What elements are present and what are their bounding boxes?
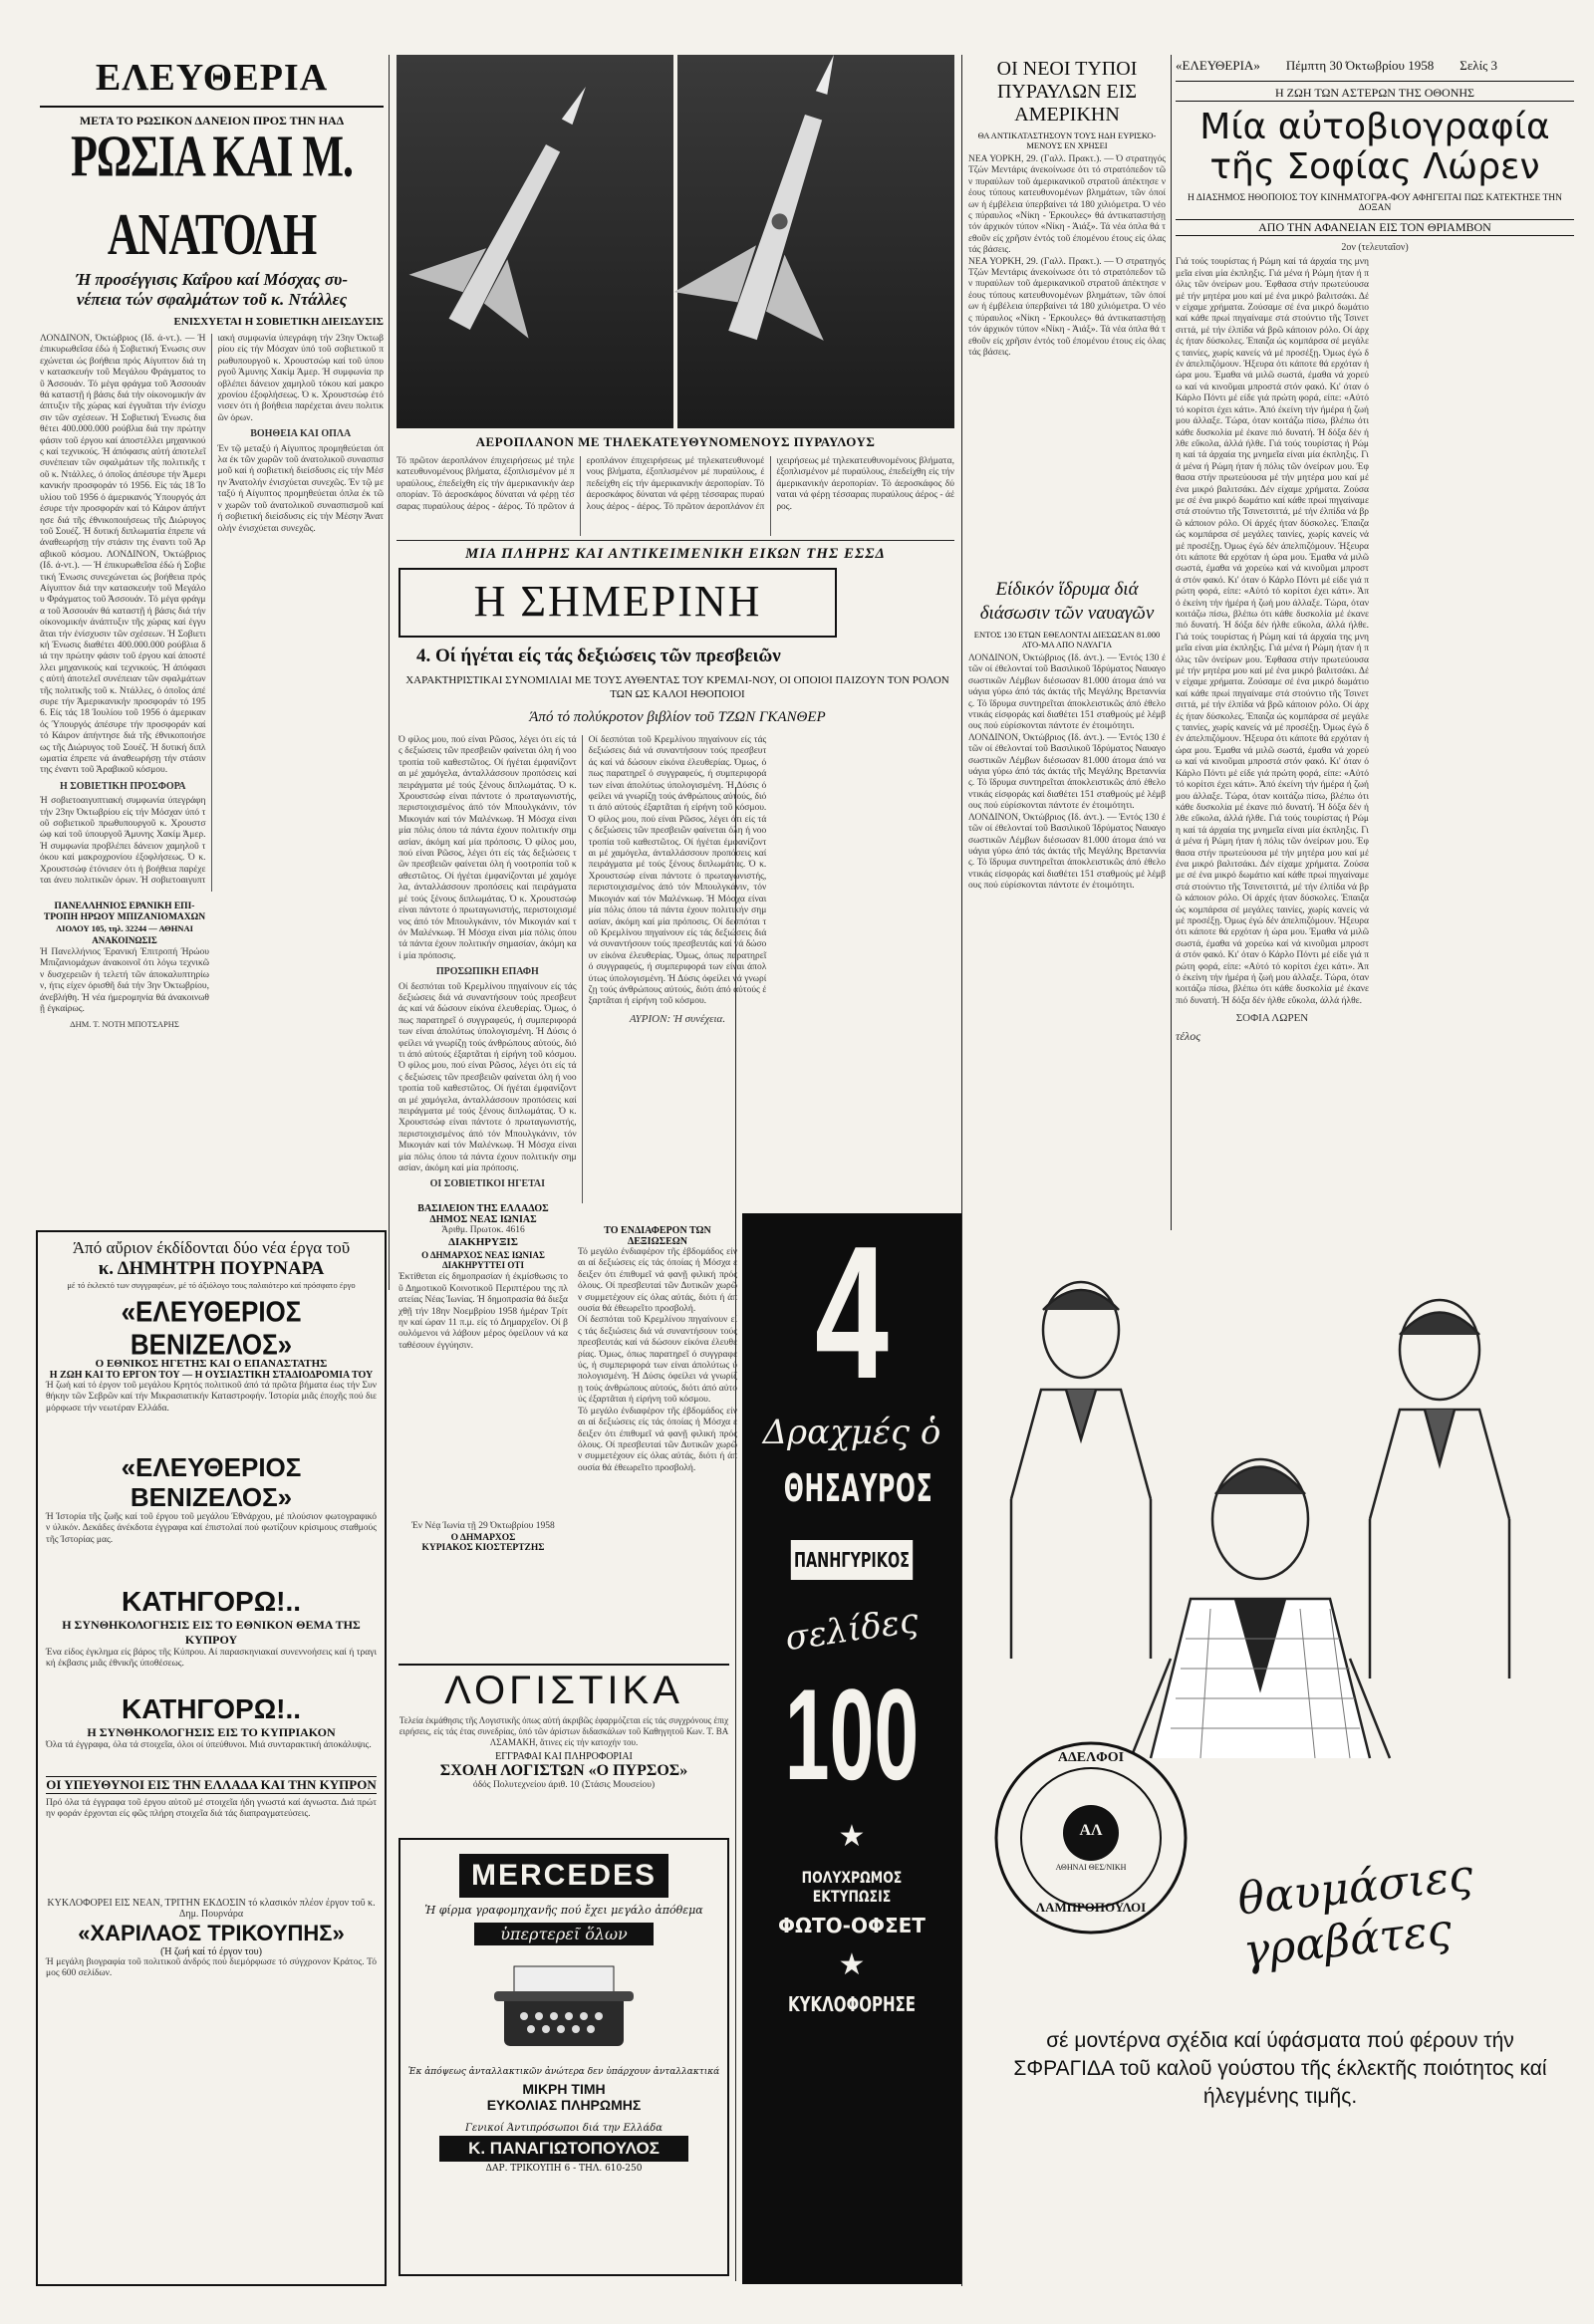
mercedes-brand: MERCEDES <box>459 1854 668 1898</box>
thesauros-pages-word: σελίδες <box>782 1600 922 1660</box>
mercedes-tagline: Ἡ φίρμα γραφομηχανῆς πού ἔχει μεγάλο ἀπόθεμα <box>424 1904 703 1917</box>
book-2-title: «ΕΛΕΥΘΕΡΙΟΣ ΒΕΝΙΖΕΛΟΣ» <box>121 1452 302 1512</box>
ionia-body: Έκτίθεται είς δημοπρασίαν ή έκμίσθωσις τοῦ Δημοτικοῦ Κοινοτικοῦ Περιπτέρου της πλατείας Νέας Ίωνίας. Ή δημοπρασία θά διεξαχθῇ τήν 18ην Νοεμβρίου 1958 ήμέραν Τρίτην καί ώραν 11 π.μ. είς τό Δημαρχεῖον. Οί βουλόμενοι νά λάβουν μέρος όφείλουν νά καταθέσουν έγγύησιν. <box>398 1272 568 1351</box>
essa-next: ΑΥΡΙΟΝ: Ἡ συνέχεια. <box>629 1012 726 1025</box>
essa-body-p1b: Ό φίλος μου, πού είναι Ρῶσος, λέγει ότι είς τάς δεξιώσεις τῶν πρεσβειῶν φαίνεται όλη ή νοοτροπία τοῦ καθεστῶτος. Οί ήγέται έμφανίζονται μέ χαμόγελα, άνταλλάσσουν προπόσεις καί πειράγματα μέ τούς ξένους διπλωμάτας. Ό κ. Χρουστσώφ είναι πάντοτε ό πρωταγωνιστής, περιστοιχισμένος άπό τόν Μπουλγκάνιν, τόν Μικογιάν καί τόν Μαλένκωφ. Ή Μόσχα είναι μία πόλις όπου τά πάντα έχουν πολιτικήν σημασίαν, άκόμη καί μία πρόποσις. <box>398 837 577 961</box>
essa-body-p4: Οί δεσπόται τοῦ Κρεμλίνου πηγαίνουν είς τάς δεξιώσεις διά νά συναντήσουν τούς πρεσβευτάς καί νά δώσουν είκόνα έλευθερίας. Όμως, όπως παρατηρεῖ ό συγγραφεύς, ή συμπεριφορά των είναι άπολύτως ύπολογισμένη. Ή Δύσις όφείλει νά γνωρίζῃ τούς άνθρώπους αὐτούς, διότι άπό αὐτούς έξαρτᾶται ή είρήνη τοῦ κόσμου. <box>588 916 767 1007</box>
loren-headline: Μία αὐτοβιογραφία τῆς Σοφίας Λώρεν <box>1199 107 1550 187</box>
mercedes-address: ΔΑΡ. ΤΡΙΚΟΥΠΗ 6 - ΤΗΛ. 610-250 <box>485 2164 643 2174</box>
thesauros-ad <box>742 1213 961 2284</box>
masthead-title: ΕΛΕΥΘΕΡΙΑ <box>40 56 384 108</box>
lead-headline: ΡΩΣΙΑ ΚΑΙ Μ. ΑΝΑΤΟΛΗ <box>70 124 353 268</box>
lead-sub-offer: Η ΣΟΒΙΕΤΙΚΗ ΠΡΟΣΦΟΡΑ <box>59 780 186 792</box>
seal-city: ΑΘΗΝΑΙ ΘΕΣ/ΝΙΚΗ <box>1055 1863 1127 1872</box>
loren-body-b: Γιά τούς τουρίστας ή Ρώμη καί τά άρχαία της μνημεῖα είναι μία έκπληξις. Γιά μένα ή Ρώμη ήταν ή πόλις τῶν όνείρων μου. Έφθασα στήν πρωτεύουσα μέ τήν μητέρα μου καί μέ ένα μικρό βαλιτσάκι. Δέν είχαμε χρήματα. Ζούσαμε σέ ένα μικρό δωμάτιο καί κάθε πρωί πηγαίναμε στά στούντιο τῆς Τσινετσιττά, μέ τήν έλπίδα νά βρῶ κάποιον ρόλο. Οί άρχές ήταν δύσκολες. Έπαιζα ώς κομπάρσα σέ μεγάλες ταινίες, χωρίς κανείς νά μέ προσέξῃ. Όμως έγώ δέν άπελπιζόμουν. Ήξευρα ότι κάποτε θά ερχόταν ή ώρα μου. Έμαθα νά μιλῶ σωστά, έμαθα νά χορεύω καί νά κινοῦμαι μπροστά στόν φακό. Κι' όταν ό Κάρλο Πόντι μέ είδε γιά πρώτη φορά, είπε: «Αὐτό τό κορίτσι έχει κάτι». Άπό έκείνη τήν ήμέρα ή ζωή μου άλλαξε. Τώρα, όταν κοιτάζω πίσω, βλέπω ότι κάθε δυσκολία μέ έκανε πιό δυνατή. Ή δόξα δέν ήλθε εὔκολα, άλλά ήλθε. <box>1176 438 1369 632</box>
essa-sub-leaders: ΟΙ ΣΟΒΙΕΤΙΚΟΙ ΗΓΕΤΑΙ <box>429 1178 546 1190</box>
mercedes-small: Ἐκ ἀπόψεως ἀνταλλακτικῶν ἀνώτερα δεν ὑπάρχουν ἀνταλλακτικά <box>407 2067 720 2077</box>
mercedes-bar2: ΕΥΚΟΛΙΑΣ ΠΛΗΡΩΜΗΣ <box>486 2097 642 2113</box>
loren-body <box>1176 257 1574 1253</box>
missile-text-a: Τό πρῶτον άεροπλάνον έπιχειρήσεως μέ τηλεκατευθυνομένους βλήματα, έξοπλισμένον μέ πυραύλους, έπεδείχθη είς τήν άμερικανικήν άεροπορίαν. Τό άεροσκάφος δύναται νά φέρῃ τέσσαρας πυραύλους άέρος - άέρος. <box>397 456 575 512</box>
mercedes-company: Κ. ΠΑΝΑΓΙΩΤΟΠΟΥΛΟΣ <box>439 2136 688 2162</box>
notice-kind: ΑΝΑΚΟΙΝΩΣΙΣ <box>92 935 157 945</box>
loren-author: ΣΟΦΙΑ ΛΩΡΕΝ <box>1235 1012 1309 1025</box>
thesauros-currency: Δραχμές ὁ <box>762 1413 941 1452</box>
lifeboat-body-c: ΛΟΝΔΙΝΟΝ, Όκτώβριος (Ιδ. άντ.). — Έντός 130 έτῶν οί έθελονταί τοῦ Βασιλικοῦ Ίδρύματος Ναυαγοσωστικῶν Λέμβων διέσωσαν 81.000 άτομα άπό ναυάγια γύρω άπό τάς άκτάς τῆς Μεγάλης Βρεταννίας. Τό ἵδρυμα συντηρεῖται άποκλειστικῶς άπό έθελοντικάς είσφοράς καί διαθέτει 151 σταθμούς μέ λέμβους πού εύρίσκονται πάντοτε έν έτοιμότητι. <box>968 812 1166 892</box>
loren-part: 2ον (τελευταῖον) <box>1341 242 1409 253</box>
thesauros-footer3: ΚΥΚΛΟΦΟΡΗΣΕ <box>787 1992 917 2016</box>
loren-sub: ΑΠΟ ΤΗΝ ΑΦΑΝΕΙΑΝ ΕΙΣ ΤΟΝ ΘΡΙΑΜΒΟΝ <box>1176 219 1574 236</box>
lead-kicker: ΜΕΤΑ ΤΟ ΡΩΣΙΚΟΝ ΔΑΝΕΙΟΝ ΠΡΟΣ ΤΗΝ ΗΑΔ <box>79 114 345 128</box>
treaty-article <box>578 1225 737 1644</box>
essa-body-p1: Ό φίλος μου, πού είναι Ρῶσος, λέγει ότι είς τάς δεξιώσεις τῶν πρεσβειῶν φαίνεται όλη ή νοοτροπία τοῦ καθεστῶτος. Οί ήγέται έμφανίζονται μέ χαμόγελα, άνταλλάσσουν προπόσεις καί πειράγματα μέ τούς ξένους διπλωμάτας. Ό κ. Χρουστσώφ είναι πάντοτε ό πρωταγωνιστής, περιστοιχισμένος άπό τόν Μπουλγκάνιν, τόν Μικογιάν καί τόν Μαλένκωφ. Ή Μόσχα είναι μία πόλις όπου τά πάντα έχουν πολιτικήν σημασίαν, άκόμη καί μία πρόποσις. <box>398 735 577 848</box>
essa-body-p2b: Ό φίλος μου, πού είναι Ρῶσος, λέγει ότι είς τάς δεξιώσεις τῶν πρεσβειῶν φαίνεται όλη ή νοοτροπία τοῦ καθεστῶτος. Οί ήγέται έμφανίζονται μέ χαμόγελα, άνταλλάσσουν προπόσεις καί πειράγματα μέ τούς ξένους διπλωμάτας. Ό κ. Χρουστσώφ είναι πάντοτε ό πρωταγωνιστής, περιστοιχισμένος άπό τόν Μπουλγκάνιν, τόν Μικογιάν καί τόν Μαλένκωφ. Ή Μόσχα είναι μία πόλις όπου τά πάντα έχουν πολιτικήν σημασίαν, άκόμη καί μία πρόποσις. <box>398 1061 577 1174</box>
thesauros-brand: ΘΗΣΑΥΡΟΣ <box>783 1466 933 1510</box>
treaty-sub: ΤΟ ΕΝΔΙΑΦΕΡΟΝ ΤΩΝ ΔΕΞΙΩΣΕΩΝ <box>604 1225 711 1247</box>
lifeboat-body-a: ΛΟΝΔΙΝΟΝ, Όκτώβριος (Ιδ. άντ.). — Έντός 130 έτῶν οί έθελονταί τοῦ Βασιλικοῦ Ίδρύματος Ναυαγοσωστικῶν Λέμβων διέσωσαν 81.000 άτομα άπό ναυάγια γύρω άπό τάς άκτάς τῆς Μεγάλης Βρεταννίας. Τό ἵδρυμα συντηρεῖται άποκλειστικῶς άπό έθελοντικάς είσφοράς καί διαθέτει 151 σταθμούς μέ λέμβους πού εύρίσκονται πάντοτε έν έτοιμότητι. <box>968 653 1166 732</box>
ionia-municipality: ΔΗΜΟΣ ΝΕΑΣ ΙΩΝΙΑΣ <box>429 1214 537 1225</box>
lifeboat-body-b: ΛΟΝΔΙΝΟΝ, Όκτώβριος (Ιδ. άντ.). — Έντός 130 έτῶν οί έθελονταί τοῦ Βασιλικοῦ Ίδρύματος Ναυαγοσωστικῶν Λέμβων διέσωσαν 81.000 άτομα άπό ναυάγια γύρω άπό τάς άκτάς τῆς Μεγάλης Βρεταννίας. Τό ἵδρυμα συντηρεῖται άποκλειστικῶς άπό έθελοντικάς είσφοράς καί διαθέτει 151 σταθμούς μέ λέμβους πού εύρίσκονται πάντοτε έν έτοιμότητι. <box>968 732 1166 812</box>
thesauros-footer1: ΠΟΛΥΧΡΩΜΟΣ ΕΚΤΥΠΩΣΙΣ <box>801 1868 903 1906</box>
lead-body-p3b: Έν τῷ μεταξύ ή Αίγυπτος προμηθεύεται όπλα έκ τῶν χωρῶν τοῦ άνατολικοῦ συνασπισμοῦ καί ή σοβιετική διείσδυσις είς τήν Μέσην Άνατολήν ένισχύεται συνεχῶς. <box>217 477 384 534</box>
ties-script: θαυμάσιες γραβάτες <box>1235 1850 1475 1977</box>
notice-nea-ionia <box>398 1203 568 1662</box>
ionia-state: ΒΑΣΙΛΕΙΟΝ ΤΗΣ ΕΛΛΑΔΟΣ <box>417 1203 549 1214</box>
thesauros-star: ★ <box>838 1819 866 1854</box>
books-intro-note: μέ τό έκλεκτό των συγγραφέων, μέ τό άξιόλογο τους παλαιότερο καί πρόσφατο έργο <box>67 1280 356 1290</box>
loren-end: τέλος <box>1176 1028 1201 1043</box>
books-intro: Άπό αὔριον έκδίδονται δύο νέα έργα τοῦ <box>72 1238 351 1257</box>
mercedes-badge: ὑπερτερεῖ ὅλων <box>474 1923 654 1945</box>
treaty-body-a: Τό μεγάλο ένδιαφέρον τῆς έβδομάδος είναι αί δεξιώσεις είς τάς όποίας ή Μόσχα έδειξεν ότι έπιθυμεῖ νά φανῇ φιλική πρός όλους. Οί πρεσβευταί τῶν Δυτικῶν χωρῶν συμμετέχουν είς όλας αὐτάς, διότι ή άπουσία θά έθεωρεῖτο προσβολή. <box>578 1247 737 1315</box>
essa-subtitle: 4. Οί ήγέται είς τάς δεξιώσεις τῶν πρεσβειῶν <box>416 646 781 666</box>
essa-source: Άπό τό πολύκροτον βιβλίον τοῦ ΤΖΩΝ ΓΚΑΝΘΕΡ <box>529 709 826 725</box>
thesauros-footer2: ΦΩΤΟ-ΟΦΣΕΤ <box>778 1914 926 1937</box>
notice-address: ΛΙΟΛΟΥ 105, τηλ. 32244 — ΑΘΗΝΑΙ <box>56 923 193 933</box>
book-1-body: Ή ζωή καί τό έργον τοῦ μεγάλου Κρητός πολιτικοῦ άπό τά πρῶτα βήματα έως τήν Συνθήκην τῶν Σεβρῶν καί τήν Μικρασιατικήν Καταστροφήν. Ίστορία μιᾶς έποχῆς πού διεμόρφωσε τήν νεωτέραν Ελλάδα. <box>46 1381 377 1414</box>
thesauros-ribbon: ΠΑΝΗΓΥΡΙΚΟΣ <box>791 1540 913 1580</box>
lead-body-p2b: Ή σοβιετοαιγυπτιακή συμφωνία ύπεγράφη τήν 23ην Όκτωβρίου είς τήν Μόσχαν ύπό τοῦ σοβιετικοῦ πρωθυπουργοῦ κ. Χρουστσώφ καί τοῦ ύπουργοῦ Άμυνης Χακίμ Άμερ. Ή συμφωνία προβλέπει δάνειον χαμηλοῦ τόκου καί μακροχρονίου έξοφλήσεως. Ό κ. Χρουστσώφ έτόνισεν ότι ή βοήθεια παρέχεται άνευ πολιτικῶν όρων. <box>140 334 384 887</box>
book-5-banner: ΟΙ ΥΠΕΥΘΥΝΟΙ ΕΙΣ ΤΗΝ ΕΛΛΑΔΑ ΚΑΙ ΤΗΝ ΚΥΠΡΟΝ <box>46 1777 377 1792</box>
lead-sub-weapons: ΒΟΗΘΕΙΑ ΚΑΙ ΟΠΛΑ <box>250 428 352 440</box>
lead-body-p3: Έν τῷ μεταξύ ή Αίγυπτος προμηθεύεται όπλα έκ τῶν χωρῶν τοῦ άνατολικοῦ συνασπισμοῦ καί ή σοβιετική διείσδυσις είς τήν Μέσην Άνατολήν ένισχύεται συνεχῶς. <box>217 443 384 488</box>
rockets-body-a: ΝΕΑ ΥΟΡΚΗ, 29. (Γαλλ. Πρακτ.). — Ό στρατηγός Τζών Μεντάρις άνεκοίνωσε ότι τό στρατόπεδον τῶν πυραύλων τοῦ άμερικανικοῦ στρατοῦ άπέκτησε νέους τύπους κατευθυνομένων βλημάτων, τῶν όποίων ή έμβέλεια ύπερβαίνει τά 180 χιλιόμετρα. Ό νέος πύραυλος «Νίκη - Έρκουλες» θά άντικαταστήσῃ τόν άρχικόν τύπον «Νίκη - Άιάξ». Τά νέα όπλα θά τεθοῦν είς χρῆσιν έντός τοῦ έπομένου έτους είς όλας τάς βάσεις. <box>968 154 1166 256</box>
lifeboat-article <box>968 578 1166 1210</box>
books-publisher-note: ΚΥΚΛΟΦΟΡΕΙ ΕΙΣ ΝΕΑΝ, ΤΡΙΤΗΝ ΕΚΔΟΣΙΝ τό κλασικόν πλέον έργον τοῦ κ. Δημ. Πουρνάρα <box>47 1898 376 1921</box>
notice-heroes-monument <box>40 902 209 1161</box>
book-3-sub: Η ΣΥΝΘΗΚΟΛΟΓΗΣΙΣ ΕΙΣ ΤΟ ΕΘΝΙΚΟΝ ΘΕΜΑ ΤΗΣ ΚΥΠΡΟΥ <box>62 1618 361 1647</box>
header-page: Σελίς 3 <box>1460 58 1497 73</box>
book-3-title: ΚΑΤΗΓΟΡΩ!.. <box>121 1586 302 1617</box>
ionia-kind: ΔΙΑΚΗΡΥΞΙΣ <box>448 1236 518 1249</box>
seal-monogram: ΑΛ <box>1079 1822 1103 1839</box>
rockets-body-b: ΝΕΑ ΥΟΡΚΗ, 29. (Γαλλ. Πρακτ.). — Ό στρατηγός Τζών Μεντάρις άνεκοίνωσε ότι τό στρατόπεδον τῶν πυραύλων τοῦ άμερικανικοῦ στρατοῦ άπέκτησε νέους τύπους κατευθυνομένων βλημάτων, τῶν όποίων ή έμβέλεια ύπερβαίνει τά 180 χιλιόμετρα. Ό νέος πύραυλος «Νίκη - Έρκουλες» θά άντικαταστήσῃ τόν άρχικόν τύπον «Νίκη - Άιάξ». Τά νέα όπλα θά τεθοῦν είς χρῆσιν έντός τοῦ έπομένου έτους είς όλας τάς βάσεις. <box>968 256 1166 358</box>
loren-body-c: Γιά τούς τουρίστας ή Ρώμη καί τά άρχαία της μνημεῖα είναι μία έκπληξις. Γιά μένα ή Ρώμη ήταν ή πόλις τῶν όνείρων μου. Έφθασα στήν πρωτεύουσα μέ τήν μητέρα μου καί μέ ένα μικρό βαλιτσάκι. Δέν είχαμε χρήματα. Ζούσαμε σέ ένα μικρό δωμάτιο καί κάθε πρωί πηγαίναμε στά στούντιο τῆς Τσινετσιττά, μέ τήν έλπίδα νά βρῶ κάποιον ρόλο. Οί άρχές ήταν δύσκολες. Έπαιζα ώς κομπάρσα σέ μεγάλες ταινίες, χωρίς κανείς νά μέ προσέξῃ. Όμως έγώ δέν άπελπιζόμουν. Ήξευρα ότι κάποτε θά ερχόταν ή ώρα μου. Έμαθα νά μιλῶ σωστά, έμαθα νά χορεύω καί νά κινοῦμαι μπροστά στόν φακό. Κι' όταν ό Κάρλο Πόντι μέ είδε γιά πρώτη φορά, είπε: «Αὐτό τό κορίτσι έχει κάτι». Άπό έκείνη τήν ήμέρα ή ζωή μου άλλαξε. Τώρα, όταν κοιτάζω πίσω, βλέπω ότι κάθε δυσκολία μέ έκανε πιό δυνατή. Ή δόξα δέν ήλθε εὔκολα, άλλά ήλθε. <box>1176 632 1369 825</box>
lead-subhead: Ή προσέγγισις Καΐρου καί Μόσχας συ-νέπεια τών σφαλμάτων τοῦ κ. Ντάλλες <box>75 270 349 309</box>
rockets-subhead: ΘΑ ΑΝΤΙΚΑΤΑΣΤΗΣΟΥΝ ΤΟΥΣ ΗΔΗ ΕΥΡΙΣΚΟ-ΜΕΝΟΥΣ ΕΝ ΧΡΗΣΕΙ <box>977 130 1157 150</box>
seal-bottom-text: ΛΑΜΠΡΟΠΟΥΛΟΙ <box>1035 1900 1147 1915</box>
essa-headline: Η ΣΗΜΕΡΙΝΗ <box>398 568 837 638</box>
mercedes-bar1: ΜΙΚΡΗ ΤΙΜΗ <box>522 2081 606 2097</box>
treaty-body-b: Οί δεσπόται τοῦ Κρεμλίνου πηγαίνουν είς τάς δεξιώσεις διά νά συναντήσουν τούς πρεσβευτάς καί νά δώσουν είκόνα έλευθερίας. Όμως, όπως παρατηρεῖ ό συγγραφεύς, ή συμπεριφορά των είναι άπολύτως ύπολογισμένη. Ή Δύσις όφείλει νά γνωρίζῃ τούς άνθρώπους αὐτούς, διότι άπό αὐτούς έξαρτᾶται ή είρήνη τοῦ κόσμου. <box>578 1315 737 1406</box>
book-4-sub: Η ΣΥΝΘΗΚΟΛΟΓΗΣΙΣ ΕΙΣ ΤΟ ΚΥΠΡΙΑΚΟΝ <box>87 1725 336 1739</box>
loren-body-d: Γιά τούς τουρίστας ή Ρώμη καί τά άρχαία της μνημεῖα είναι μία έκπληξις. Γιά μένα ή Ρώμη ήταν ή πόλις τῶν όνείρων μου. Έφθασα στήν πρωτεύουσα μέ τήν μητέρα μου καί μέ ένα μικρό βαλιτσάκι. Δέν είχαμε χρήματα. Ζούσαμε σέ ένα μικρό δωμάτιο καί κάθε πρωί πηγαίναμε στά στούντιο τῆς Τσινετσιττά, μέ τήν έλπίδα νά βρῶ κάποιον ρόλο. Οί άρχές ήταν δύσκολες. Έπαιζα ώς κομπάρσα σέ μεγάλες ταινίες, χωρίς κανείς νά μέ προσέξῃ. Όμως έγώ δέν άπελπιζόμουν. Ήξευρα ότι κάποτε θά ερχόταν ή ώρα μου. Έμαθα νά μιλῶ σωστά, έμαθα νά χορεύω καί νά κινοῦμαι μπροστά στόν φακό. Κι' όταν ό Κάρλο Πόντι μέ είδε γιά πρώτη φορά, είπε: «Αὐτό τό κορίτσι έχει κάτι». Άπό έκείνη τήν ήμέρα ή ζωή μου άλλαξε. Τώρα, όταν κοιτάζω πίσω, βλέπω ότι κάθε δυσκολία μέ έκανε πιό δυνατή. Ή δόξα δέν ήλθε εὔκολα, άλλά ήλθε. <box>1176 814 1369 1006</box>
lead-subhead-2: ΕΝΙΣΧΥΕΤΑΙ Η ΣΟΒΙΕΤΙΚΗ ΔΙΕΙΣΔΥΣΙΣ <box>173 316 384 328</box>
books-advertisement <box>36 1230 387 2286</box>
notice-signature: ΔΗΜ. Τ. ΝΟΤΗ ΜΠΟΤΣΑΡΗΣ <box>70 1019 179 1030</box>
header-strip <box>1176 58 1574 82</box>
thesauros-star-2: ★ <box>838 1947 866 1982</box>
rockets-article <box>968 58 1166 576</box>
missile-photo <box>397 55 954 428</box>
logistika-ad <box>398 1664 729 1833</box>
book-1-title: «ΕΛΕΥΘΕΡΙΟΣ ΒΕΝΙΖΕΛΟΣ» <box>121 1295 302 1361</box>
ionia-date: Έν Νέᾳ Ίωνία τῇ 29 Όκτωβρίου 1958 <box>411 1521 555 1532</box>
mercedes-agent: Γενικοί Άντιπρόσωποι διά την Ελλάδα <box>464 2123 664 2134</box>
logistika-address: όδός Πολυτεχνείου άριθ. 10 (Στάσις Μουσείου) <box>472 1780 656 1790</box>
books-author: κ. ΔΗΜΗΤΡΗ ΠΟΥΡΝΑΡΑ <box>98 1258 325 1279</box>
lifeboat-headline: Είδικόν ἵδρυμα διά διάσωσιν τῶν ναυαγῶν <box>979 579 1155 624</box>
notice-body: Ή Πανελλήνιος Έρανική Έπιτροπή Ήρώου Μπιζανιομάχων άνακοινοῖ ότι λόγω τεχνικῶν δυσχερειῶν ή τελετή τῶν άποκαλυπτηρίων, ήτις είχεν όρισθῆ διά τήν 3ην Όκτωβρίου, άνεβλήθη. Ή νέα ήμερομηνία θά άνακοινωθῇ έγκαίρως. <box>40 947 209 1015</box>
essa-body-p3b: Ό φίλος μου, πού είναι Ρῶσος, λέγει ότι είς τάς δεξιώσεις τῶν πρεσβειῶν φαίνεται όλη ή νοοτροπία τοῦ καθεστῶτος. Οί ήγέται έμφανίζονται μέ χαμόγελα, άνταλλάσσουν προπόσεις καί πειράγματα μέ τούς ξένους διπλωμάτας. Ό κ. Χρουστσώφ είναι πάντοτε ό πρωταγωνιστής, περιστοιχισμένος άπό τόν Μπουλγκάνιν, τόν Μικογιάν καί τόν Μαλένκωφ. Ή Μόσχα είναι μία πόλις όπου τά πάντα έχουν πολιτικήν σημασίαν, άκόμη καί μία πρόποσις. <box>588 814 767 927</box>
seal-top-text: ΑΔΕΛΦΟΙ <box>1057 1750 1125 1765</box>
loren-section: Η ΖΩΗ ΤΩΝ ΑΣΤΕΡΩΝ ΤΗΣ ΟΘΟΝΗΣ <box>1176 86 1574 102</box>
essa-deck: ΧΑΡΑΚΤΗΡΙΣΤΙΚΑΙ ΣΥΝΟΜΙΛΙΑΙ ΜΕ ΤΟΥΣ ΑΥΘΕΝΤΑΣ ΤΟΥ ΚΡΕΜΛΙ-ΝΟΥ, ΟΙ ΟΠΟΙΟΙ ΠΑΙΖΟΥΝ ΤΟΝ ΡΟΛΟΝ ΤΩΝ ΩΣ ΚΑΛΟΙ ΗΘΟΠΟΙΟΙ <box>405 674 949 700</box>
notice-title: ΠΑΝΕΛΛΗΝΙΟΣ ΕΡΑΝΙΚΗ ΕΠΙ-ΤΡΟΠΗ ΗΡΩΟΥ ΜΠΙΖΑΝΙΟΜΑΧΩΝ <box>43 902 206 922</box>
essa-kicker: ΜΙΑ ΠΛΗΡΗΣ ΚΑΙ ΑΝΤΙΚΕΙΜΕΝΙΚΗ ΕΙΚΩΝ ΤΗΣ ΕΣΣΔ <box>465 546 886 562</box>
header-paper: «ΕΛΕΥΘΕΡΙΑ» <box>1176 58 1260 73</box>
mercedes-ad <box>398 1838 729 2276</box>
treaty-body-c: Τό μεγάλο ένδιαφέρον τῆς έβδομάδος είναι αί δεξιώσεις είς τάς όποίας ή Μόσχα έδειξεν ότι έπιθυμεῖ νά φανῇ φιλική πρός όλους. Οί πρεσβευταί τῶν Δυτικῶν χωρῶν συμμετέχουν είς όλας αὐτάς, διότι ή άπουσία θά έθεωρεῖτο προσβολή. <box>578 1406 737 1473</box>
book-6-body: Ή μεγάλη βιογραφία τοῦ πολιτικοῦ άνδρός πού διεμόρφωσε τό σύγχρονον Κράτος. Τόμος 600 σελίδων. <box>46 1956 377 1979</box>
lead-body <box>40 334 384 892</box>
typewriter-illustration <box>489 1951 639 2061</box>
book-4-title: ΚΑΤΗΓΟΡΩ!.. <box>121 1693 302 1724</box>
loren-deck: Η ΔΙΑΣΗΜΟΣ ΗΘΟΠΟΙΟΣ ΤΟΥ ΚΙΝΗΜΑΤΟΓΡΑ-ΦΟΥ ΑΦΗΓΕΙΤΑΙ ΠΩΣ ΚΑΤΕΚΤΗΣΕ ΤΗΝ ΔΟΞΑΝ <box>1188 193 1562 213</box>
ionia-ref: Άριθμ. Πρωτοκ. 4616 <box>441 1225 525 1235</box>
book-1-sub: Ο ΕΘΝΙΚΟΣ ΗΓΕΤΗΣ ΚΑΙ Ο ΕΠΑΝΑΣΤΑΤΗΣ <box>95 1358 328 1370</box>
essa-body-p3: Οί δεσπόται τοῦ Κρεμλίνου πηγαίνουν είς τάς δεξιώσεις διά νά συναντήσουν τούς πρεσβευτάς καί νά δώσουν είκόνα έλευθερίας. Όμως, όπως παρατηρεῖ ό συγγραφεύς, ή συμπεριφορά των είναι άπολύτως ύπολογισμένη. Ή Δύσις όφείλει νά γνωρίζῃ τούς άνθρώπους αὐτούς, διότι άπό αὐτούς έξαρτᾶται ή είρήνη τοῦ κόσμου. <box>588 735 767 814</box>
ionia-sign: ΚΥΡΙΑΚΟΣ ΚΙΟΣΤΕΡΤΖΗΣ <box>421 1542 545 1553</box>
book-4-body: Όλα τά έγγραφα, όλα τά στοιχεῖα, όλοι οί ύπεύθυνοι. Μιά συνταρακτική άποκάλυψις. <box>46 1740 372 1750</box>
missile-text-c: Τό πρῶτον άεροπλάνον έπιχειρήσεως μέ τηλεκατευθυνομένους βλήματα, έξοπλισμένον μέ πυραύλους, έπεδείχθη είς τήν άμερικανικήν άεροπορίαν. Τό άεροσκάφος δύναται νά φέρῃ τέσσαρας πυραύλους άέρος - άέρος. <box>664 456 954 512</box>
logistika-body: Τελεία έκμάθησις τῆς Λογιστικῆς όπως αὐτή άκριβῶς έφαρμόζεται είς τάς συγχρόνους έπιχειρήσεις, είς τάς έτας συνεδρίας, ὑπό τῶν άρίστων διδασκάλων τοῦ Καθηγητοῦ Κων. Τ. ΒΑΛΣΑΜΑΚΗ, ἅτινες είς τήν κατοχήν του. <box>398 1715 729 1747</box>
ties-body: σέ μοντέρνα σχέδια καί ύφάσματα πού φέρουν τήν ΣΦΡΑΓΙΔΑ τοῦ καλοῦ γούστου τῆς έκλεκτῆς ποιότητος καί ήλεγμένης τιμῆς. <box>1013 2029 1547 2108</box>
loren-body-a: Γιά τούς τουρίστας ή Ρώμη καί τά άρχαία της μνημεῖα είναι μία έκπληξις. Γιά μένα ή Ρώμη ήταν ή πόλις τῶν όνείρων μου. Έφθασα στήν πρωτεύουσα μέ τήν μητέρα μου καί μέ ένα μικρό βαλιτσάκι. Δέν είχαμε χρήματα. Ζούσαμε σέ ένα μικρό δωμάτιο καί κάθε πρωί πηγαίναμε στά στούντιο τῆς Τσινετσιττά, μέ τήν έλπίδα νά βρῶ κάποιον ρόλο. Οί άρχές ήταν δύσκολες. Έπαιζα ώς κομπάρσα σέ μεγάλες ταινίες, χωρίς κανείς νά μέ προσέξῃ. Όμως έγώ δέν άπελπιζόμουν. Ήξευρα ότι κάποτε θά ερχόταν ή ώρα μου. Έμαθα νά μιλῶ σωστά, έμαθα νά χορεύω καί νά κινοῦμαι μπροστά στόν φακό. Κι' όταν ό Κάρλο Πόντι μέ είδε γιά πρώτη φορά, είπε: «Αὐτό τό κορίτσι έχει κάτι». Άπό έκείνη τήν ήμέρα ή ζωή μου άλλαξε. Τώρα, όταν κοιτάζω πίσω, βλέπω ότι κάθε δυσκολία μέ έκανε πιό δυνατή. Ή δόξα δέν ήλθε εὔκολα, άλλά ήλθε. <box>1176 257 1369 449</box>
header-date: Πέμπτη 30 Όκτωβρίου 1958 <box>1285 58 1435 73</box>
rockets-headline: ΟΙ ΝΕΟΙ ΤΥΠΟΙ ΠΥΡΑΥΛΩΝ ΕΙΣ ΑΜΕΡΙΚΗΝ <box>996 58 1138 126</box>
lifeboat-deck: ΕΝΤΟΣ 130 ΕΤΩΝ ΕΘΕΛΟΝΤΑΙ ΔΙΕΣΩΣΑΝ 81.000 ΑΤΟ-ΜΑ ΑΠΟ ΝΑΥΑΓΙΑ <box>973 630 1161 649</box>
book-3-body: Ένα είδος έγκλημα είς βάρος τῆς Κύπρου. Αί παρασκηνιακαί συνεννοήσεις καί ή τραγική έκβασις μιᾶς έθνικῆς ύποθέσεως. <box>46 1648 377 1670</box>
logistika-enroll: ΕΓΓΡΑΦΑΙ ΚΑΙ ΠΛΗΡΟΦΟΡΙΑΙ <box>495 1751 633 1762</box>
missile-photo-image <box>397 55 954 428</box>
ionia-sign-title: Ο ΔΗΜΑΡΧΟΣ <box>450 1532 516 1543</box>
essa-body <box>398 735 956 1203</box>
thesauros-pages-num: 100 <box>784 1662 920 1807</box>
missile-photo-caption: ΑΕΡΟΠΛΑΝΟΝ ΜΕ ΤΗΛΕΚΑΤΕΥΘΥΝΟΜΕΝΟΥΣ ΠΥΡΑΥΛΟΥΣ <box>475 434 876 449</box>
book-6-title: «ΧΑΡΙΛΑΟΣ ΤΡΙΚΟΥΠΗΣ» <box>78 1920 345 1945</box>
missile-photo-text <box>397 456 954 536</box>
ionia-sub: Ο ΔΗΜΑΡΧΟΣ ΝΕΑΣ ΙΩΝΙΑΣ ΔΙΑΚΗΡΥΤΤΕΙ ΟΤΙ <box>421 1250 545 1271</box>
book-2-body: Ή Ίστορία τῆς ζωῆς καί τοῦ έργου τοῦ μεγάλου Έθνάρχου, μέ πλούσιον φωτογραφικόν ύλικόν. Δεκάδες άνέκδοτα έγγραφα καί έπιστολαί πού φωτίζουν κρίσιμους σταθμούς τῆς Ίστορίας μας. <box>46 1512 377 1545</box>
book-5-body: Πρό όλα τά έγγραφα τοῦ έργου αὐτοῦ μέ στοιχεῖα ήδη γνωστά καί άγνωστα. Διά πρώτην φοράν έρχονται είς φῶς πλήρη στοιχεῖα διά τάς διαπραγματεύσεις. <box>46 1798 377 1820</box>
missile-text-b: Τό πρῶτον άεροπλάνον έπιχειρήσεως μέ τηλεκατευθυνομένους βλήματα, έξοπλισμένον μέ πυραύλους, έπεδείχθη είς τήν άμερικανικήν άεροπορίαν. Τό άεροσκάφος δύναται νά φέρῃ τέσσαρας πυραύλους άέρος - άέρος. <box>525 456 765 512</box>
essa-body-p2: Οί δεσπόται τοῦ Κρεμλίνου πηγαίνουν είς τάς δεξιώσεις διά νά συναντήσουν τούς πρεσβευτάς καί νά δώσουν είκόνα έλευθερίας. Όμως, όπως παρατηρεῖ ό συγγραφεύς, ή συμπεριφορά των είναι άπολύτως ύπολογισμένη. Ή Δύσις όφείλει νά γνωρίζῃ τούς άνθρώπους αὐτούς, διότι άπό αὐτούς έξαρτᾶται ή είρήνη τοῦ κόσμου. <box>398 981 577 1060</box>
book-6-sub: (Ή ζωή καί τό έργον του) <box>160 1945 262 1957</box>
thesauros-price: 4 <box>815 1213 889 1419</box>
lead-body-p2: Ή σοβιετοαιγυπτιακή συμφωνία ύπεγράφη τήν 23ην Όκτωβρίου είς τήν Μόσχαν ύπό τοῦ σοβιετικοῦ πρωθυπουργοῦ κ. Χρουστσώφ καί τοῦ ύπουργοῦ Άμυνης Χακίμ Άμερ. Ή συμφωνία προβλέπει δάνειον χαμηλοῦ τόκου καί μακροχρονίου έξοφλήσεως. Ό κ. Χρουστσώφ έτόνισεν ότι ή βοήθεια παρέχεται άνευ πολιτικῶν όρων. <box>40 796 206 887</box>
lead-body-p1: ΛΟΝΔΙΝΟΝ, Όκτώβριος (Ιδ. ά-ντ.). — Ή έπικυρωθεῖσα έδώ ή Σοβιετική Ένωσις συνεχώνεται ώς βοήθεια πρός Αίγυπτον διά την κατασκευήν τοῦ Μεγάλου Φράγματος τοῦ Άσσουάν. Τό μέγα φράγμα τοῦ Άσσουάν θά καταστῇ ή βάσις διά τήν οίκονομικήν άνάπτυξιν τῆς χώρας καί έγγυᾶται τήν ένίσχυσιν τῶν σχέσεων. Ή Σοβιετική Ένωσις διαθέτει 400.000.000 ρούβλια διά την πρώτην φάσιν τοῦ έργου καί άποστέλλει μηχανικούς καί τεχνικούς. Ή άπόφασις αὐτή άποτελεῖ συνέπειαν τῶν σφαλμάτων τῆς πολιτικῆς τοῦ κ. Ντάλλες, ό όποῖος άπέσυρε τήν Άμερικανικήν προσφοράν τό 1956. Είς τάς 18 Ίουλίου τοῦ 1956 ό άμερικανός Ύπουργός άπέσυρε τήν προσφοράν καί τό Κάιρον άπήντησε διά τῆς έθνικοποιήσεως τῆς Διώρυγος τοῦ Σουέζ. Ή δυτική διπλωματία έπρεπε νά άναθεωρήσῃ τήν στάσιν της έναντι τοῦ Άραβικοῦ κόσμου. <box>40 334 206 560</box>
ties-ad <box>971 1240 1569 2286</box>
book-1-sub2: Η ΖΩΗ ΚΑΙ ΤΟ ΕΡΓΟΝ ΤΟΥ — Η ΟΥΣΙΑΣΤΙΚΗ ΣΤΑΔΙΟΔΡΟΜΙΑ ΤΟΥ <box>49 1370 374 1381</box>
logistika-school: ΣΧΟΛΗ ΛΟΓΙΣΤΩΝ «Ο ΠΥΡΣΟΣ» <box>439 1762 688 1779</box>
logistika-title: ΛΟΓΙΣΤΙΚΑ <box>444 1669 683 1712</box>
loren-article <box>1176 86 1574 1261</box>
essa-sub-contact: ΠΡΟΣΩΠΙΚΗ ΕΠΑΦΗ <box>435 966 539 978</box>
lead-body-p1b: ΛΟΝΔΙΝΟΝ, Όκτώβριος (Ιδ. ά-ντ.). — Ή έπικυρωθεῖσα έδώ ή Σοβιετική Ένωσις συνεχώνεται ώς βοήθεια πρός Αίγυπτον διά την κατασκευήν τοῦ Μεγάλου Φράγματος τοῦ Άσσουάν. Τό μέγα φράγμα τοῦ Άσσουάν θά καταστῇ ή βάσις διά τήν οίκονομικήν άνάπτυξιν τῆς χώρας καί έγγυᾶται τήν ένίσχυσιν τῶν σχέσεων. Ή Σοβιετική Ένωσις διαθέτει 400.000.000 ρούβλια διά την πρώτην φάσιν τοῦ έργου καί άποστέλλει μηχανικούς καί τεχνικούς. Ή άπόφασις αὐτή άποτελεῖ συνέπειαν τῶν σφαλμάτων τῆς πολιτικῆς τοῦ κ. Ντάλλες, ό όποῖος άπέσυρε τήν Άμερικανικήν προσφοράν τό 1956. Είς τάς 18 Ίουλίου τοῦ 1956 ό άμερικανός Ύπουργός άπέσυρε τήν προσφοράν καί τό Κάιρον άπήντησε διά τῆς έθνικοποιήσεως τῆς Διώρυγος τοῦ Σουέζ. Ή δυτική διπλωματία έπρεπε νά άναθεωρήσῃ τήν στάσιν της έναντι τοῦ Άραβικοῦ κόσμου. <box>40 549 206 776</box>
